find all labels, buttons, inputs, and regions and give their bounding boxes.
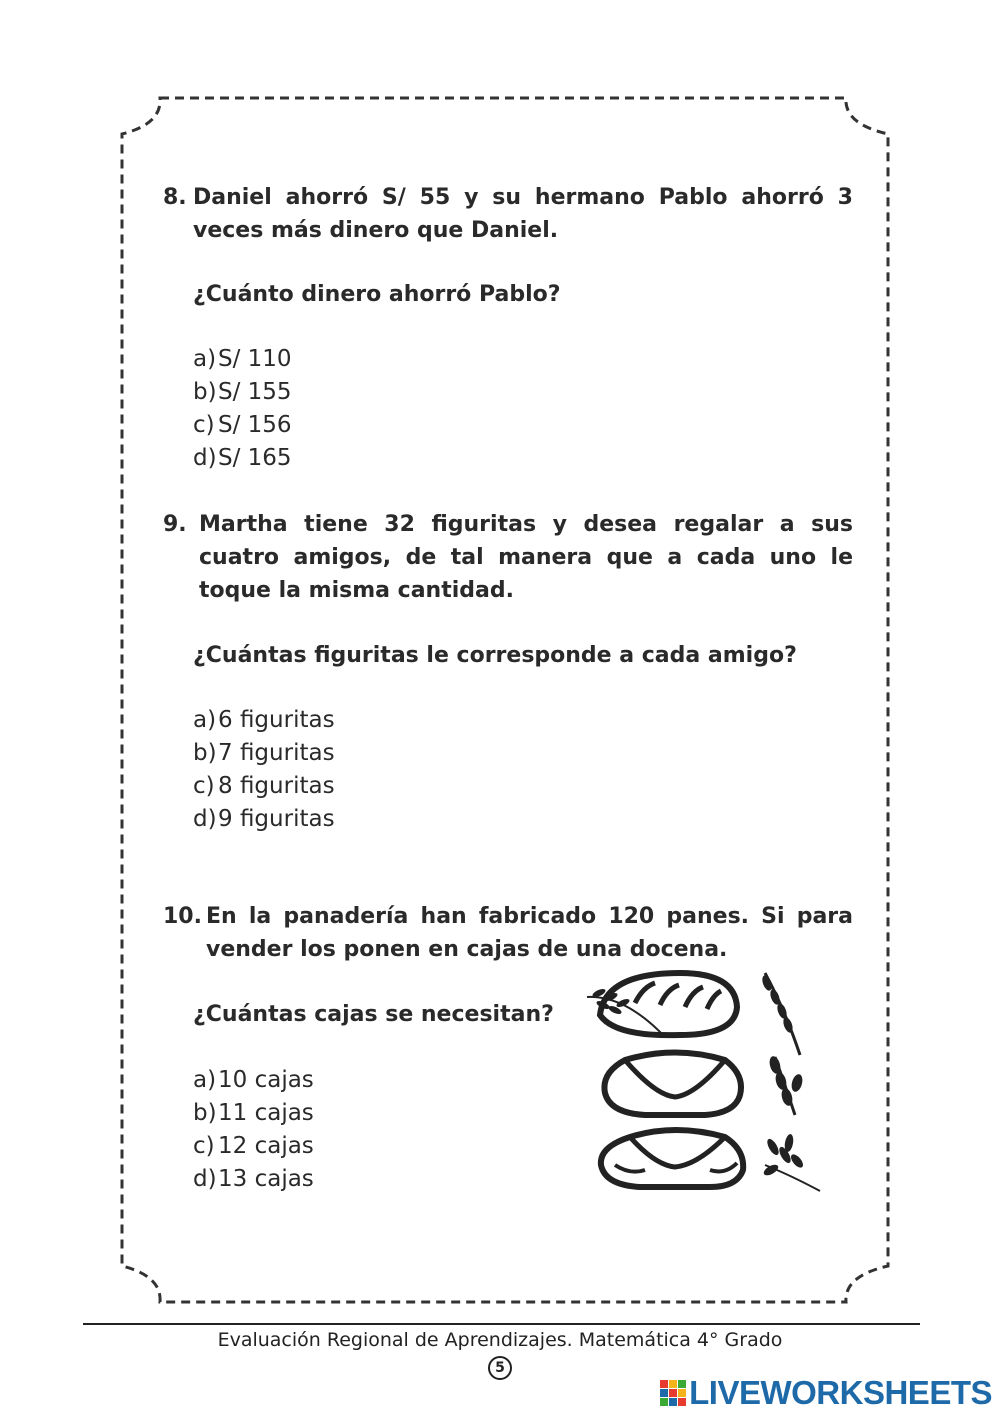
croissant-icon: [604, 1053, 741, 1116]
option-text: S/ 110: [218, 346, 292, 372]
option-b[interactable]: [193, 376, 292, 409]
option-b[interactable]: [193, 737, 335, 770]
question-10-ask: ¿Cuántas cajas se necesitan?: [193, 1002, 554, 1027]
option-c[interactable]: [193, 770, 335, 803]
option-text: 9 figuritas: [218, 806, 335, 832]
wheat-stalk-icon: [761, 973, 800, 1055]
option-text: 8 figuritas: [218, 773, 335, 799]
question-8-ask: ¿Cuánto dinero ahorró Pablo?: [193, 282, 561, 307]
bread-illustration: [585, 965, 825, 1200]
option-letter: b): [193, 1100, 217, 1126]
herb-sprig-icon: [762, 1133, 820, 1191]
question-9-options: [193, 704, 335, 836]
option-d[interactable]: [193, 803, 335, 836]
option-letter: d): [193, 806, 217, 832]
option-letter: b): [193, 379, 217, 405]
option-text: 7 figuritas: [218, 740, 335, 766]
option-text: 6 figuritas: [218, 707, 335, 733]
question-number: 10.: [163, 904, 202, 929]
wheat-stalk-icon: [768, 1055, 804, 1115]
option-letter: b): [193, 740, 217, 766]
option-letter: a): [193, 346, 217, 372]
option-c[interactable]: [193, 1130, 314, 1163]
option-letter: c): [193, 773, 215, 799]
page-number: 5: [488, 1356, 512, 1380]
option-text: 13 cajas: [218, 1166, 314, 1192]
brand-name: LIVEWORKSHEETS: [689, 1374, 992, 1411]
option-text: 11 cajas: [218, 1100, 314, 1126]
footer-title: Evaluación Regional de Aprendizajes. Matemática 4° Grado: [217, 1329, 783, 1351]
question-9-ask: ¿Cuántas figuritas le corresponde a cada amigo?: [193, 643, 797, 668]
option-text: S/ 156: [218, 412, 292, 438]
option-text: 12 cajas: [218, 1133, 314, 1159]
question-number: 8.: [163, 185, 187, 210]
option-letter: c): [193, 412, 215, 438]
option-a[interactable]: [193, 1064, 314, 1097]
option-d[interactable]: [193, 1163, 314, 1196]
option-letter: c): [193, 1133, 215, 1159]
option-letter: d): [193, 1166, 217, 1192]
option-letter: d): [193, 445, 217, 471]
question-8-options: [193, 343, 292, 475]
option-a[interactable]: [193, 343, 292, 376]
liveworksheets-logo[interactable]: [660, 1374, 992, 1412]
option-d[interactable]: [193, 442, 292, 475]
question-text: Martha tiene 32 figuritas y desea regalar a sus cuatro amigos, de tal manera que a cada uno le toque la misma cantidad.: [199, 512, 853, 603]
question-10: [163, 900, 853, 966]
option-text: S/ 155: [218, 379, 292, 405]
question-text: Daniel ahorró S/ 55 y su hermano Pablo ahorró 3 veces más dinero que Daniel.: [193, 185, 853, 243]
option-b[interactable]: [193, 1097, 314, 1130]
croissant-icon: [601, 1130, 743, 1187]
logo-grid-icon: [660, 1380, 686, 1406]
option-text: S/ 165: [218, 445, 292, 471]
question-9: [163, 508, 853, 607]
question-8: [163, 181, 853, 247]
option-text: 10 cajas: [218, 1067, 314, 1093]
option-letter: a): [193, 707, 217, 733]
question-number: 9.: [163, 512, 187, 537]
footer-divider: [83, 1323, 920, 1325]
option-letter: a): [193, 1067, 217, 1093]
question-text: En la panadería han fabricado 120 panes. Si para vender los ponen en cajas de una docena.: [206, 904, 853, 962]
option-c[interactable]: [193, 409, 292, 442]
question-10-options: [193, 1064, 314, 1196]
option-a[interactable]: [193, 704, 335, 737]
